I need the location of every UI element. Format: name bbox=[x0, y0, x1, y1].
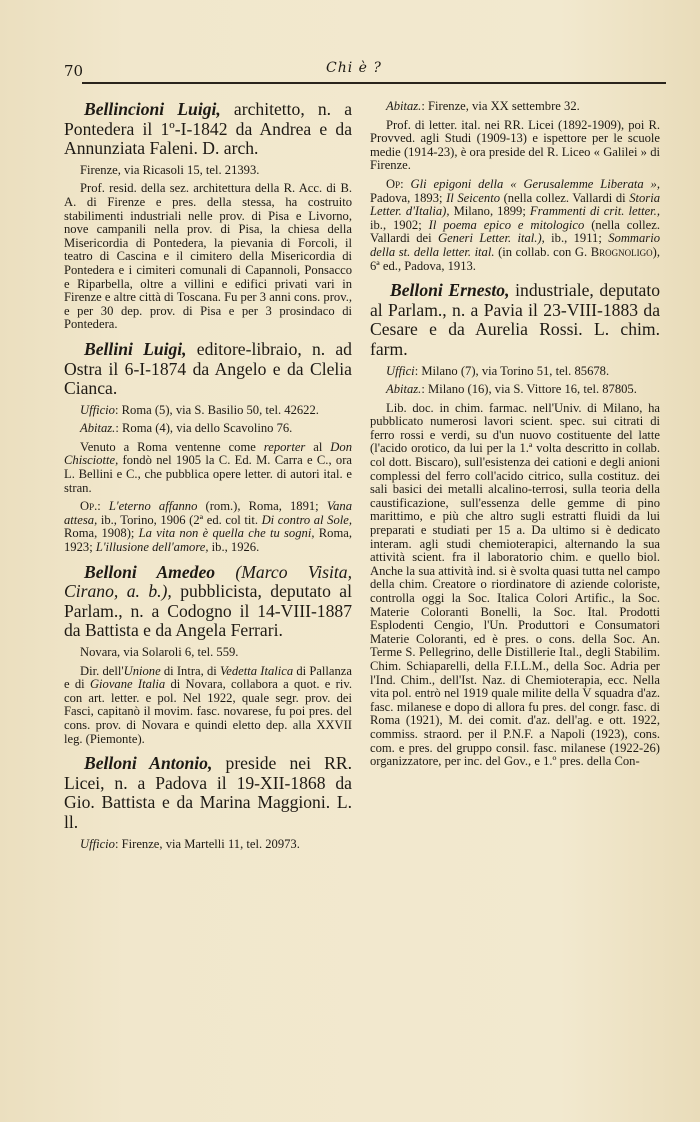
left-column bbox=[64, 100, 352, 859]
entry-profession: architetto, n. a Pontedera il 1º-I-1842 da Andrea e da Annunziata Faleni. D. arch. bbox=[64, 99, 352, 159]
entry-address: Novara, via Solaroli 6, tel. 559. bbox=[80, 645, 239, 659]
entry-profession: editore-libraio, n. ad Ostra il 6-I-1874 da Angelo e da Clelia Cianca. bbox=[64, 338, 352, 399]
entry-bellincioni-luigi bbox=[64, 100, 352, 332]
entry-biography: Prof. di letter. ital. nei RR. Licei (1892-1909), poi R. Provved. agli Studi (1909-13) e ispettore per le scuole medie (1914-23), è ora preside del R. Liceo « Galilei » di Firenze. bbox=[370, 117, 660, 173]
entry-residence: Abitaz.: Milano (16), via S. Vittore 16, tel. 87805. bbox=[386, 382, 637, 397]
entry-heading bbox=[64, 100, 352, 159]
header-rule bbox=[82, 82, 666, 84]
entry-works: Op: Gli epigoni della « Gerusalemme Liberata », Padova, 1893; Il Seicento (nella collez. Vallardi di Storia Letter. d'Italia), Milano, 1899; Frammenti di crit. letter., ib., 1902; Il poema epico e mitologico (nella collez. Vallardi dei Generi Letter. ital.), ib., 1911; Sommario della st. della letter. ital. (in collab. con G. Brognoligo), 6ª ed., Padova, 1913. bbox=[370, 176, 661, 273]
entry-biography: Prof. resid. della sez. architettura della R. Acc. di B. A. di Firenze e pres. della stessa, ha costruito stabilimenti industriali nelle prov. di Pisa e Livorno, nove campanili nella prov. di Pisa, la chiesa della Misericordia di Pontedera, la pievania di Forcoli, il teatro di Cascina e il cimitero della Misericordia di Pontedera e i cimiteri comunali di Capannoli, Ponsacco e Riparbella, oltre a villini e edifici privati vari in Firenze e altre città di Toscana. Fu per 3 anni cons. prov., e per 30 dep. prov. di Pisa e per 3 prosindaco di Pontedera. bbox=[64, 181, 352, 332]
entry-name: Bellini Luigi, bbox=[84, 338, 187, 359]
entry-belloni-antonio-continued bbox=[370, 100, 660, 273]
entry-profession: pubblicista, deputato al Parlam., n. a Codogno il 14-VIII-1887 da Battista e da Angela Ferrari. bbox=[64, 581, 352, 641]
entry-address: Firenze, via Ricasoli 15, tel. 21393. bbox=[80, 162, 260, 177]
residence-label: Abitaz. bbox=[386, 99, 422, 113]
entry-residence: Abitaz.: Firenze, via XX settembre 32. bbox=[386, 99, 580, 113]
entry-name: Belloni Amedeo bbox=[84, 561, 216, 582]
office-label: Ufficio bbox=[80, 836, 115, 851]
works-label: Op bbox=[386, 176, 401, 191]
entry-office: Ufficio: Roma (5), via S. Basilio 50, tel. 42622. bbox=[80, 402, 319, 417]
entry-name: Belloni Ernesto, bbox=[390, 280, 510, 301]
residence-label: Abitaz. bbox=[386, 382, 422, 397]
entry-residence: Abitaz.: Roma (4), via dello Scavolino 76. bbox=[80, 421, 293, 436]
entry-belloni-antonio bbox=[64, 754, 352, 851]
entry-offices: Uffici: Milano (7), via Torino 51, tel. 85678. bbox=[386, 363, 610, 378]
running-title: Chi è ? bbox=[326, 60, 382, 76]
entry-office: Ufficio: Firenze, via Martelli 11, tel. 20973. bbox=[80, 836, 300, 851]
residence-label: Abitaz. bbox=[80, 421, 116, 436]
entry-pseudonyms: (Marco Visita, Cirano, a. b.), bbox=[64, 561, 352, 602]
entry-profession: preside nei RR. Licei, n. a Padova il 19-XII-1868 da Gio. Battista e da Marina Maggioni. L. ll. bbox=[64, 753, 353, 832]
entry-biography: Dir. dell'Unione di Intra, di Vedetta Italica di Pallanza e di Giovane Italia di Novara, collabora a quot. e riv. con art. letter. e pol. Nel 1922, quale segr. prov. dei Fasci, capitanò il movim. fasc. novarese, fu poi pres. del cons. prov. di Novara e quindi eletto dep. alla XXVII leg. (Piemonte). bbox=[64, 663, 352, 746]
entry-name: Bellincioni Luigi, bbox=[84, 99, 221, 119]
entry-name: Belloni Antonio, bbox=[84, 753, 213, 774]
page-number: 70 bbox=[64, 62, 84, 80]
entry-heading bbox=[370, 281, 660, 359]
office-label: Ufficio bbox=[80, 402, 115, 417]
entry-bellini-luigi bbox=[64, 340, 352, 555]
right-column bbox=[370, 100, 660, 777]
entry-works: Op.: L'eterno affanno (rom.), Roma, 1891; Vana attesa, ib., Torino, 1906 (2ª ed. col tit. Di contro al Sole, Roma, 1908); La vita non è quella che tu sogni, Roma, 1923; L'illusione dell'amore, ib., 1926. bbox=[64, 499, 352, 555]
entry-heading bbox=[64, 340, 352, 399]
entry-belloni-amedeo bbox=[64, 563, 352, 747]
entry-biography: Venuto a Roma ventenne come reporter al Don Chisciotte, fondò nel 1905 la C. Ed. M. Carra e C., ora L. Bellini e C., che pubblica opere letter. di autori ital. e stran. bbox=[64, 439, 352, 495]
entry-biography: Lib. doc. in chim. farmac. nell'Univ. di Milano, ha pubblicato numerosi lavori scient. spec. sui citrati di ferro rossi e verdi, su d'un nuovo costituente del latte (l'acido orotico, da lui per la 1.ª volta descritto in collab. col dott. Biscaro), sull'esistenza dei cationi e degli anioni complessi del ferro coll'acido citrico, sulla costituz. dei sali basici dei metalli alcalino-terrosi, sulla teoria della caustificazione, sull'essenza delle gemme di pino marittimo, e più che altro sugli estratti fluidi da lui preparati e studiati per 15 a. Da ultimo si è dedicato interam. agli studi chemioterapici, alternando la sua attività scient. fra il laboratorio chim. e quello biol. Anche la sua attività ind. si è svolta quasi tutta nel campo della chim. Creatore o riordinatore di aziende coloriste, controlla oggi la Soc. Italica Colori Artific., la Soc. Materie Coloranti Bonelli, la Soc. Ital. Prodotti Esplodenti Cengio, l'Un. Produttori e Consumatori Materie Coloranti, ed è pres. o cons. della Soc. An. Terme S. Pellegrino, delle Distillerie Ital., degli Stabilim. Chim. Schiaparelli, della F.I.L.M., della Soc. Adria per l'Ind. Chim., dell'Ist. Naz. di Chemioterapia, ecc. Nella vita pol. entrò nel 1919 quale milite della V squadra d'az. fasc. milanese e dopo di allora fu pres. del congr. fasc. di Roma (1921), M. dei comit. d'az. dell'ag. e ott. 1922, commiss. straord. per il P.N.F. a Napoli (1923), cons. com. e pres. del gruppo consil. fasc. milanese (1922-26) organizzatore, per inc. del Gov., e 1.º pres. della Con- bbox=[370, 400, 660, 769]
entry-heading bbox=[64, 563, 352, 641]
entry-profession: industriale, deputato al Parlam., n. a Pavia il 23-VIII-1883 da Cesare e da Aurelia Rossi. L. chim. farm. bbox=[370, 280, 660, 359]
entry-heading bbox=[64, 754, 352, 832]
offices-label: Uffici bbox=[386, 363, 415, 378]
works-label: Op. bbox=[80, 499, 98, 514]
entry-belloni-ernesto bbox=[370, 281, 660, 769]
